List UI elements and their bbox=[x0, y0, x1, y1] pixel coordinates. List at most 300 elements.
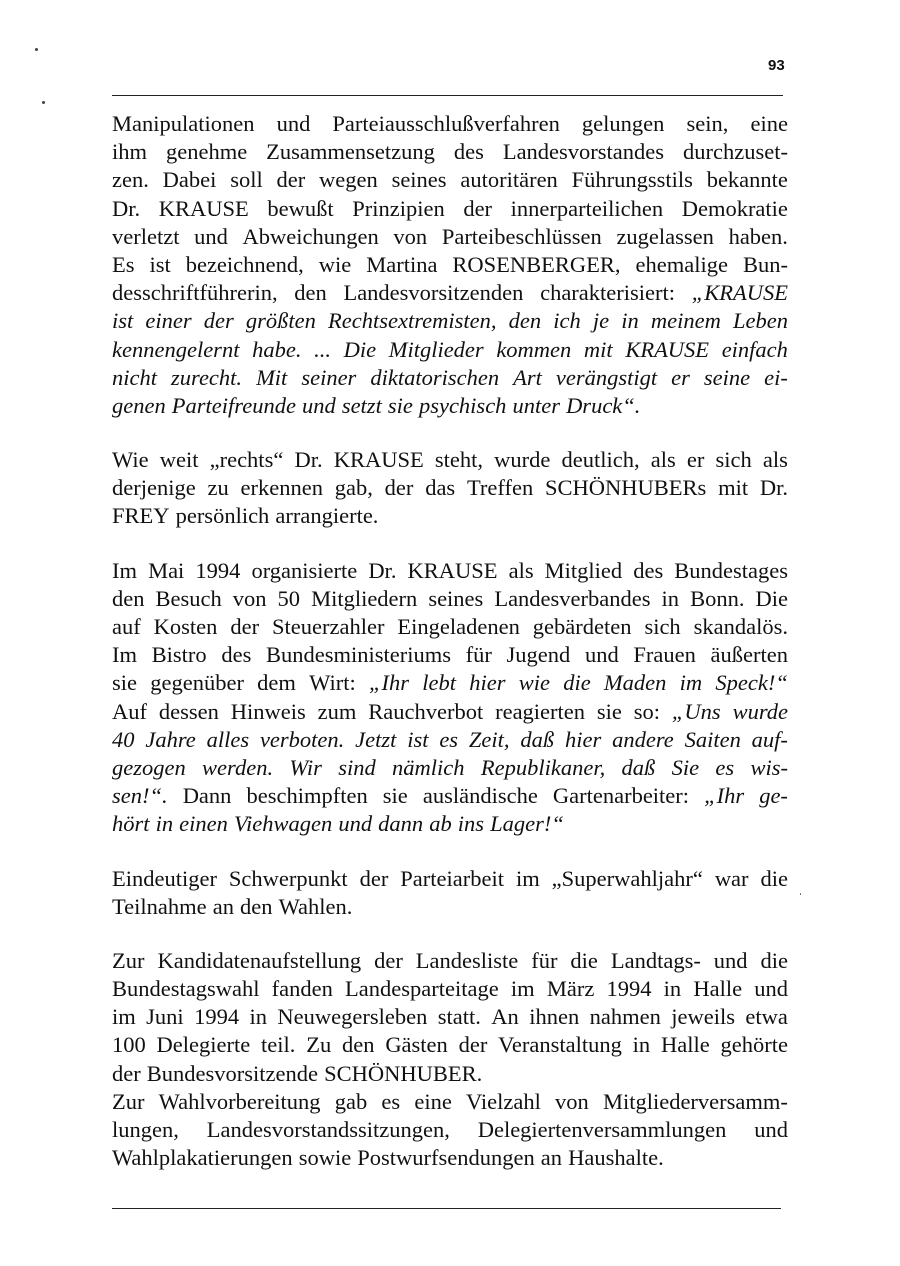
word: ich bbox=[553, 308, 581, 334]
word: gegenüber bbox=[150, 670, 244, 696]
word: ROSENBERGER, bbox=[452, 251, 621, 277]
word: mit bbox=[718, 475, 749, 501]
word: Parteiausschlußverfahren bbox=[332, 111, 560, 136]
word: kennengelernt bbox=[112, 336, 240, 362]
word: verängstigt bbox=[555, 364, 658, 390]
word: Bistro bbox=[151, 642, 207, 668]
word: „Ihr bbox=[368, 670, 409, 696]
word: in bbox=[661, 585, 680, 611]
word: den bbox=[112, 585, 145, 611]
word: ... bbox=[314, 336, 331, 362]
word: durchzuset- bbox=[683, 139, 788, 165]
text-line bbox=[112, 502, 788, 530]
word: sie bbox=[387, 392, 413, 418]
word: Mitgliederversamm- bbox=[602, 1088, 788, 1114]
word: Eindeutiger bbox=[112, 865, 217, 891]
word: und bbox=[754, 976, 788, 1002]
text-line bbox=[112, 307, 788, 335]
word: Zu bbox=[306, 1032, 332, 1058]
word: sich bbox=[644, 614, 681, 639]
word: Sie bbox=[671, 754, 700, 780]
word: lebt bbox=[422, 670, 456, 696]
word: und bbox=[338, 811, 373, 837]
word: Landesvorstandssitzungen, bbox=[206, 1117, 450, 1142]
word: Halle bbox=[660, 1032, 710, 1058]
word: Landesparteitage bbox=[345, 976, 499, 1002]
word: in bbox=[155, 811, 174, 837]
word: Landesliste bbox=[415, 947, 519, 973]
word: mit bbox=[583, 336, 613, 362]
word: für bbox=[465, 642, 492, 668]
word: Dr. bbox=[368, 557, 397, 583]
text-line bbox=[112, 1116, 788, 1144]
word: in bbox=[621, 308, 639, 334]
word: gab, bbox=[334, 475, 373, 501]
word: KRAUSE bbox=[625, 336, 710, 362]
word: Vielzahl bbox=[465, 1088, 541, 1114]
text-line bbox=[112, 336, 788, 364]
word: den bbox=[342, 1032, 375, 1058]
word: Abweichungen bbox=[242, 223, 379, 249]
word: sein, bbox=[686, 111, 729, 136]
word: desschriftführerin, bbox=[112, 280, 278, 306]
word: wie bbox=[518, 670, 550, 696]
word: der bbox=[463, 195, 493, 221]
word: wie bbox=[318, 251, 352, 277]
word: Wir bbox=[289, 754, 322, 780]
word: Halle bbox=[693, 976, 743, 1002]
word: Demokratie bbox=[681, 195, 788, 221]
word: arrangierte. bbox=[275, 503, 379, 529]
word: sie bbox=[112, 670, 137, 696]
word: Landesverbandes bbox=[494, 585, 651, 611]
word: er bbox=[686, 447, 705, 473]
word: als bbox=[508, 557, 534, 583]
word: Bundestagswahl bbox=[112, 976, 260, 1002]
word: der bbox=[374, 947, 403, 973]
word: wurde bbox=[732, 698, 788, 724]
footer-rule bbox=[112, 1208, 781, 1209]
word: Treffen bbox=[466, 475, 534, 501]
word: Gartenarbeiter: bbox=[552, 783, 690, 809]
word: verboten. bbox=[259, 726, 345, 752]
word: Steuerzahler bbox=[272, 614, 385, 639]
word: Auf bbox=[112, 698, 147, 724]
word: auf- bbox=[751, 726, 788, 752]
word: je bbox=[592, 308, 610, 334]
word: die bbox=[570, 947, 598, 973]
word: als bbox=[762, 447, 788, 473]
word: der bbox=[384, 475, 414, 501]
word: skandalös. bbox=[693, 614, 788, 639]
word: nicht bbox=[112, 364, 157, 390]
word: einen bbox=[179, 811, 228, 837]
word: daß bbox=[520, 726, 555, 752]
word: 1994 bbox=[194, 1004, 240, 1030]
word: andere bbox=[612, 726, 674, 752]
word: Dann bbox=[182, 783, 232, 809]
word: statt. bbox=[437, 1004, 481, 1030]
word: an bbox=[212, 893, 234, 919]
word: beschimpften bbox=[246, 783, 368, 809]
word: Landesvorsitzenden bbox=[343, 280, 524, 306]
word: in bbox=[249, 1004, 268, 1030]
word: seines bbox=[428, 585, 484, 611]
word: sind bbox=[338, 754, 376, 780]
text-line bbox=[112, 810, 788, 838]
word: gebärdeten bbox=[532, 614, 632, 639]
word: den bbox=[240, 893, 273, 919]
text-line bbox=[112, 1031, 788, 1059]
word: jeweils bbox=[671, 1004, 735, 1030]
word: zen. bbox=[112, 167, 149, 193]
word: ausländische bbox=[422, 783, 538, 809]
word: persönlich bbox=[175, 503, 270, 529]
word: Wahlen. bbox=[278, 893, 353, 919]
word: es bbox=[439, 726, 459, 752]
word: Mitglied bbox=[544, 557, 623, 583]
word: An bbox=[491, 1004, 519, 1030]
word: ei- bbox=[764, 364, 788, 390]
word: Dr. bbox=[294, 447, 323, 473]
word: fanden bbox=[271, 976, 333, 1002]
word: Leben bbox=[732, 308, 788, 334]
word: Wahlvorbereitung bbox=[158, 1088, 321, 1114]
word: Parteifreunde bbox=[171, 392, 296, 418]
paragraph bbox=[112, 446, 788, 531]
word: Zur bbox=[112, 1088, 145, 1114]
text-line bbox=[112, 195, 788, 223]
scan-speck bbox=[800, 893, 801, 895]
word: 40 bbox=[112, 726, 135, 752]
word: äußerten bbox=[710, 642, 788, 668]
text-line bbox=[112, 669, 788, 697]
word: gab bbox=[334, 1088, 368, 1114]
text-line bbox=[112, 1060, 788, 1088]
paragraph-gap bbox=[112, 921, 788, 947]
word: daß bbox=[621, 754, 656, 780]
word: psychisch bbox=[418, 392, 507, 418]
word: „Uns bbox=[671, 698, 721, 724]
word: Viehwagen bbox=[233, 811, 333, 837]
word: größten bbox=[245, 308, 316, 334]
word: sie bbox=[382, 783, 408, 809]
word: autoritären bbox=[460, 167, 558, 193]
word: gelungen bbox=[581, 111, 665, 136]
header-rule bbox=[112, 95, 783, 96]
word: war bbox=[714, 865, 749, 891]
word: im bbox=[679, 670, 703, 696]
word: innerparteilichen bbox=[510, 195, 664, 221]
word: Delegierte bbox=[156, 1032, 251, 1058]
word: hört bbox=[112, 811, 150, 837]
word: Bonn. bbox=[690, 585, 745, 611]
text-line bbox=[112, 726, 788, 754]
word: einer bbox=[145, 308, 192, 334]
word: organisierte bbox=[251, 557, 358, 583]
word: von bbox=[555, 1088, 589, 1114]
word: wis- bbox=[750, 754, 788, 780]
word: Jahre bbox=[145, 726, 196, 752]
text-line bbox=[112, 251, 788, 279]
word: ist bbox=[407, 726, 429, 752]
word: „Ihr bbox=[704, 783, 745, 809]
word: und bbox=[194, 223, 228, 249]
word: Dr. bbox=[759, 475, 788, 501]
word: dessen bbox=[158, 698, 219, 724]
word: wurde bbox=[494, 447, 551, 473]
word: kommen bbox=[496, 336, 572, 362]
text-line bbox=[112, 138, 788, 166]
text-line bbox=[112, 392, 788, 420]
page-number: 93 bbox=[768, 57, 785, 74]
word: Druck“. bbox=[566, 392, 641, 418]
word: Art bbox=[513, 364, 542, 390]
word: KRAUSE bbox=[333, 447, 424, 473]
word: soll bbox=[230, 167, 263, 193]
word: ihm bbox=[112, 139, 148, 165]
word: Eingeladenen bbox=[397, 614, 520, 639]
text-line bbox=[112, 166, 788, 194]
word: ist bbox=[112, 308, 134, 334]
word: eine bbox=[750, 111, 788, 136]
text-line bbox=[112, 110, 788, 138]
word: Speck!“ bbox=[715, 670, 788, 696]
word: nahmen bbox=[589, 1004, 661, 1030]
word: ins bbox=[457, 811, 485, 837]
word: ab bbox=[429, 811, 452, 837]
word: deutlich, bbox=[561, 447, 640, 473]
word: ehemalige bbox=[635, 251, 728, 277]
word: eine bbox=[414, 1088, 452, 1114]
paragraph-gap bbox=[112, 531, 788, 557]
text-line bbox=[112, 698, 788, 726]
word: alles bbox=[206, 726, 250, 752]
word: ge- bbox=[759, 783, 788, 809]
scan-speck bbox=[35, 48, 38, 51]
word: hier bbox=[564, 726, 602, 752]
word: Mitglieder bbox=[388, 336, 484, 362]
word: Bundesministeriums bbox=[265, 642, 451, 668]
word: seine bbox=[703, 364, 751, 390]
text-line bbox=[112, 947, 788, 975]
word: Es bbox=[112, 251, 135, 277]
text-line bbox=[112, 364, 788, 392]
word: die bbox=[563, 670, 591, 696]
word: 100 bbox=[112, 1032, 146, 1058]
word: zu bbox=[207, 475, 229, 501]
word: und bbox=[713, 947, 748, 973]
word: Rauchverbot bbox=[368, 698, 484, 724]
text-line bbox=[112, 641, 788, 669]
word: im bbox=[510, 976, 535, 1002]
word: verletzt bbox=[112, 223, 180, 249]
text-line bbox=[112, 585, 788, 613]
word: es bbox=[381, 1088, 401, 1114]
word: Jugend bbox=[506, 642, 571, 668]
word: seines bbox=[391, 167, 447, 193]
word: dann bbox=[378, 811, 424, 837]
word: „Superwahljahr“ bbox=[551, 865, 703, 891]
text-line bbox=[112, 754, 788, 782]
paragraph bbox=[112, 947, 788, 1173]
word: Bun- bbox=[742, 251, 788, 277]
text-line bbox=[112, 975, 788, 1003]
word: Veranstaltung bbox=[498, 1032, 622, 1058]
word: an bbox=[540, 1145, 563, 1171]
word: Landtags- bbox=[610, 947, 701, 973]
word: und bbox=[754, 1117, 788, 1142]
text-line bbox=[112, 279, 788, 307]
word: den bbox=[508, 308, 542, 334]
word: Prinzipien bbox=[352, 195, 445, 221]
word: der bbox=[276, 167, 306, 193]
word: einfach bbox=[721, 336, 788, 362]
word: Zusammensetzung bbox=[266, 139, 435, 165]
word: Haushalte. bbox=[568, 1145, 664, 1171]
word: als bbox=[650, 447, 676, 473]
word: SCHÖNHUBER. bbox=[324, 1060, 483, 1086]
word: meinem bbox=[650, 308, 721, 334]
word: Juni bbox=[146, 1004, 184, 1030]
text-line bbox=[112, 557, 788, 585]
word: Lager!“ bbox=[490, 811, 564, 837]
word: „KRAUSE bbox=[691, 280, 788, 306]
word: sie bbox=[596, 698, 622, 724]
word: 50 bbox=[277, 585, 301, 611]
word: Parteiarbeit bbox=[400, 865, 504, 891]
word: Kandidatenaufstellung bbox=[157, 947, 362, 973]
word: der bbox=[203, 308, 234, 334]
word: gezogen bbox=[112, 754, 186, 780]
word: genen bbox=[112, 392, 166, 418]
word: 1994 bbox=[195, 557, 241, 583]
word: der bbox=[359, 865, 389, 891]
word: erkennen bbox=[240, 475, 323, 501]
word: „rechts“ bbox=[209, 447, 284, 473]
word: Gästen bbox=[385, 1032, 448, 1058]
word: setzt bbox=[341, 392, 382, 418]
word: diktatorischen bbox=[370, 364, 500, 390]
word: KRAUSE bbox=[407, 557, 498, 583]
word: hier bbox=[469, 670, 506, 696]
text-line bbox=[112, 1088, 788, 1116]
word: Wahlplakatierungen bbox=[112, 1145, 293, 1171]
word: auf bbox=[112, 614, 141, 639]
word: Dr. bbox=[112, 195, 141, 221]
word: gehörte bbox=[720, 1032, 788, 1058]
text-line bbox=[112, 865, 788, 893]
word: des bbox=[221, 642, 252, 668]
word: die bbox=[760, 865, 788, 891]
word: Führungsstils bbox=[571, 167, 693, 193]
word: Neuwegersleben bbox=[277, 1004, 428, 1030]
word: Die bbox=[755, 585, 788, 611]
word: Saiten bbox=[684, 726, 741, 752]
word: der bbox=[230, 614, 260, 639]
word: Bundesvorsitzende bbox=[146, 1060, 319, 1086]
word: zurecht. bbox=[171, 364, 243, 390]
word: charakterisiert: bbox=[540, 280, 676, 306]
word: bezeichnend, bbox=[185, 251, 304, 277]
text-line bbox=[112, 1003, 788, 1031]
word: 1994 bbox=[606, 976, 652, 1002]
word: Mit bbox=[256, 364, 288, 390]
word: Martina bbox=[366, 251, 438, 277]
word: Zur bbox=[112, 947, 145, 973]
word: Die bbox=[343, 336, 377, 362]
word: zum bbox=[317, 698, 357, 724]
word: des bbox=[633, 557, 664, 583]
word: bewußt bbox=[267, 195, 334, 221]
word: und bbox=[276, 111, 311, 136]
word: Zeit, bbox=[468, 726, 510, 752]
word: lungen, bbox=[112, 1117, 179, 1142]
text-line bbox=[112, 893, 788, 921]
word: nämlich bbox=[392, 754, 465, 780]
word: Rechtsextremisten, bbox=[328, 308, 497, 334]
word: zugelassen bbox=[616, 223, 714, 249]
word: Schwerpunkt bbox=[228, 865, 348, 891]
text-line bbox=[112, 1144, 788, 1172]
word: März bbox=[546, 976, 595, 1002]
word: ihnen bbox=[529, 1004, 580, 1030]
paragraph bbox=[112, 557, 788, 839]
word: in bbox=[663, 976, 682, 1002]
word: Dabei bbox=[162, 167, 217, 193]
word: Mai bbox=[148, 557, 185, 583]
word: weit bbox=[159, 447, 199, 473]
word: sich bbox=[715, 447, 752, 473]
word: Postwurfsendungen bbox=[357, 1145, 535, 1171]
word: Wie bbox=[112, 447, 149, 473]
word: Frauen bbox=[633, 642, 696, 668]
scan-speck bbox=[42, 101, 45, 104]
word: des bbox=[453, 139, 484, 165]
word: die bbox=[760, 947, 788, 973]
word: Im bbox=[112, 557, 137, 583]
word: derjenige bbox=[112, 475, 196, 501]
word: haben. bbox=[728, 223, 788, 249]
word: werden. bbox=[202, 754, 274, 780]
word: für bbox=[531, 947, 558, 973]
word: den bbox=[294, 280, 327, 306]
word: Maden bbox=[603, 670, 667, 696]
text-line bbox=[112, 613, 788, 641]
word: seiner bbox=[301, 364, 357, 390]
word: sowie bbox=[298, 1145, 352, 1171]
word: sen!“. bbox=[112, 783, 168, 809]
word: Hinweis bbox=[230, 698, 306, 724]
paragraph bbox=[112, 865, 788, 921]
text-line bbox=[112, 446, 788, 474]
word: von bbox=[393, 223, 428, 249]
word: bekannte bbox=[706, 167, 788, 193]
word: SCHÖNHUBERs bbox=[545, 475, 707, 501]
body-text bbox=[112, 110, 788, 1172]
word: ist bbox=[149, 251, 171, 277]
word: er bbox=[671, 364, 690, 390]
word: habe. bbox=[252, 336, 302, 362]
word: in bbox=[632, 1032, 651, 1058]
word: steht, bbox=[434, 447, 483, 473]
word: Jetzt bbox=[355, 726, 397, 752]
word: Landesvorstandes bbox=[502, 139, 665, 165]
word: KRAUSE bbox=[158, 195, 249, 221]
word: im bbox=[112, 1004, 136, 1030]
paragraph-gap bbox=[112, 839, 788, 865]
word: von bbox=[232, 585, 267, 611]
